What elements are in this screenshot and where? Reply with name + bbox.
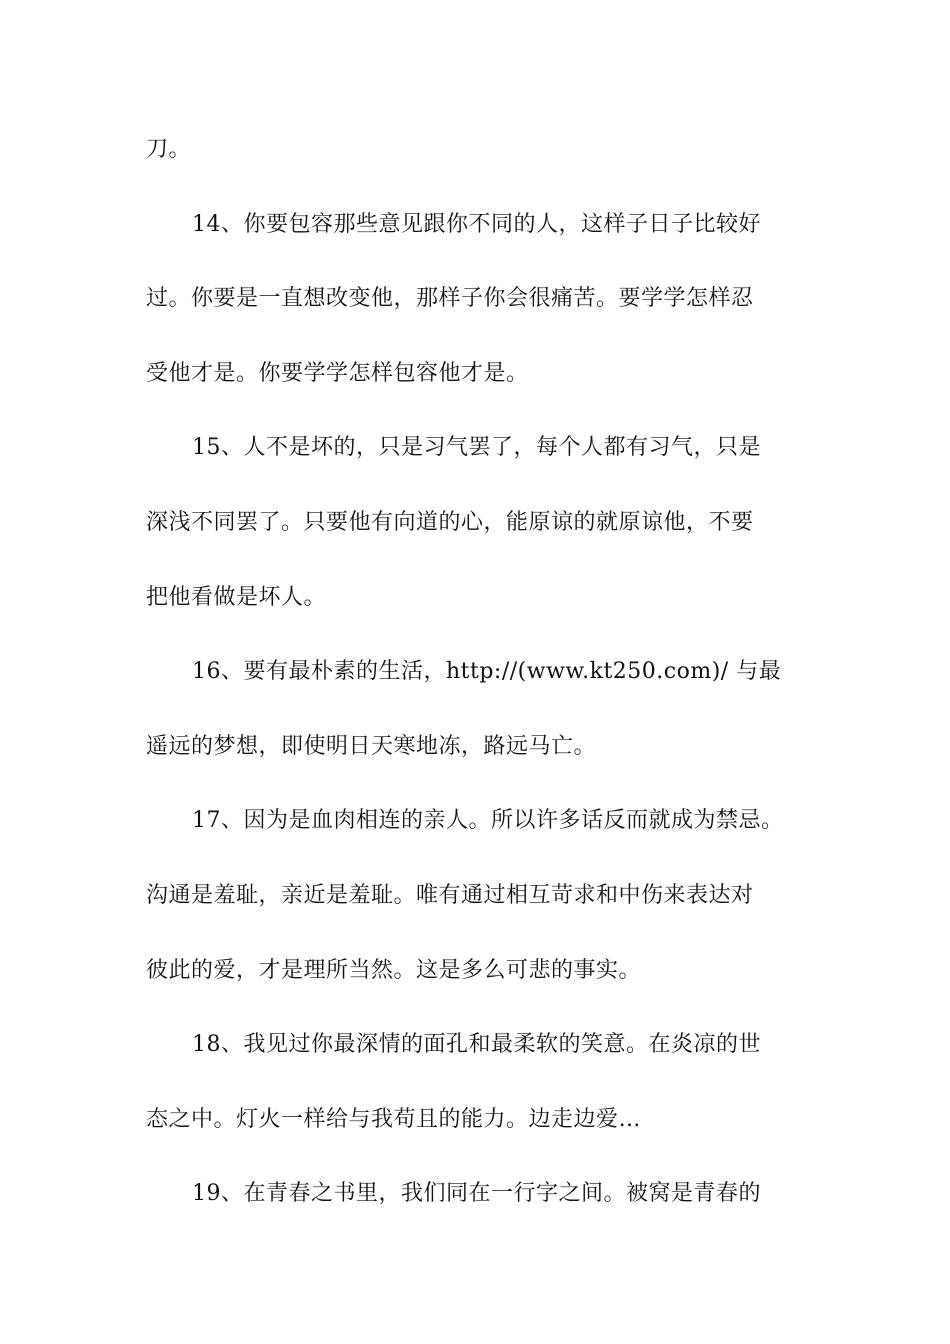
- quote-17-line-3: 彼此的爱，才是理所当然。这是多么可悲的事实。: [146, 957, 642, 983]
- quote-17-line-2: 沟通是羞耻，亲近是羞耻。唯有通过相互苛求和中伤来表达对: [146, 882, 754, 908]
- quote-18-line-2: 态之中。灯火一样给与我苟且的能力。边走边爱…: [146, 1106, 642, 1132]
- quote-14-line-3: 受他才是。你要学学怎样包容他才是。: [146, 360, 529, 386]
- quote-14-line-2: 过。你要是一直想改变他，那样子你会很痛苦。要学学怎样忍: [146, 286, 754, 312]
- quote-14-line-1: 14、你要包容那些意见跟你不同的人，这样子日子比较好: [192, 211, 761, 237]
- quote-16-line-1: 16、要有最朴素的生活，http://(www.kt250.com)/ 与最: [192, 659, 782, 685]
- body-text: [146, 128, 810, 1247]
- quote-18-line-1: 18、我见过你最深情的面孔和最柔软的笑意。在炎凉的世: [192, 1032, 761, 1058]
- text-line: 刀。: [146, 137, 192, 162]
- quote-19-line-1: 19、在青春之书里，我们同在一行字之间。被窝是青春的: [192, 1181, 761, 1207]
- quote-15-line-2: 深浅不同罢了。只要他有向道的心，能原谅的就原谅他，不要: [146, 509, 754, 535]
- quote-15-line-3: 把他看做是坏人。: [146, 584, 327, 610]
- quote-15-line-1: 15、人不是坏的，只是习气罢了，每个人都有习气，只是: [192, 435, 761, 461]
- quote-17-line-1: 17、因为是血肉相连的亲人。所以许多话反而就成为禁忌。: [192, 808, 784, 834]
- quote-16-line-2: 遥远的梦想，即使明日天寒地冻，路远马亡。: [146, 733, 597, 759]
